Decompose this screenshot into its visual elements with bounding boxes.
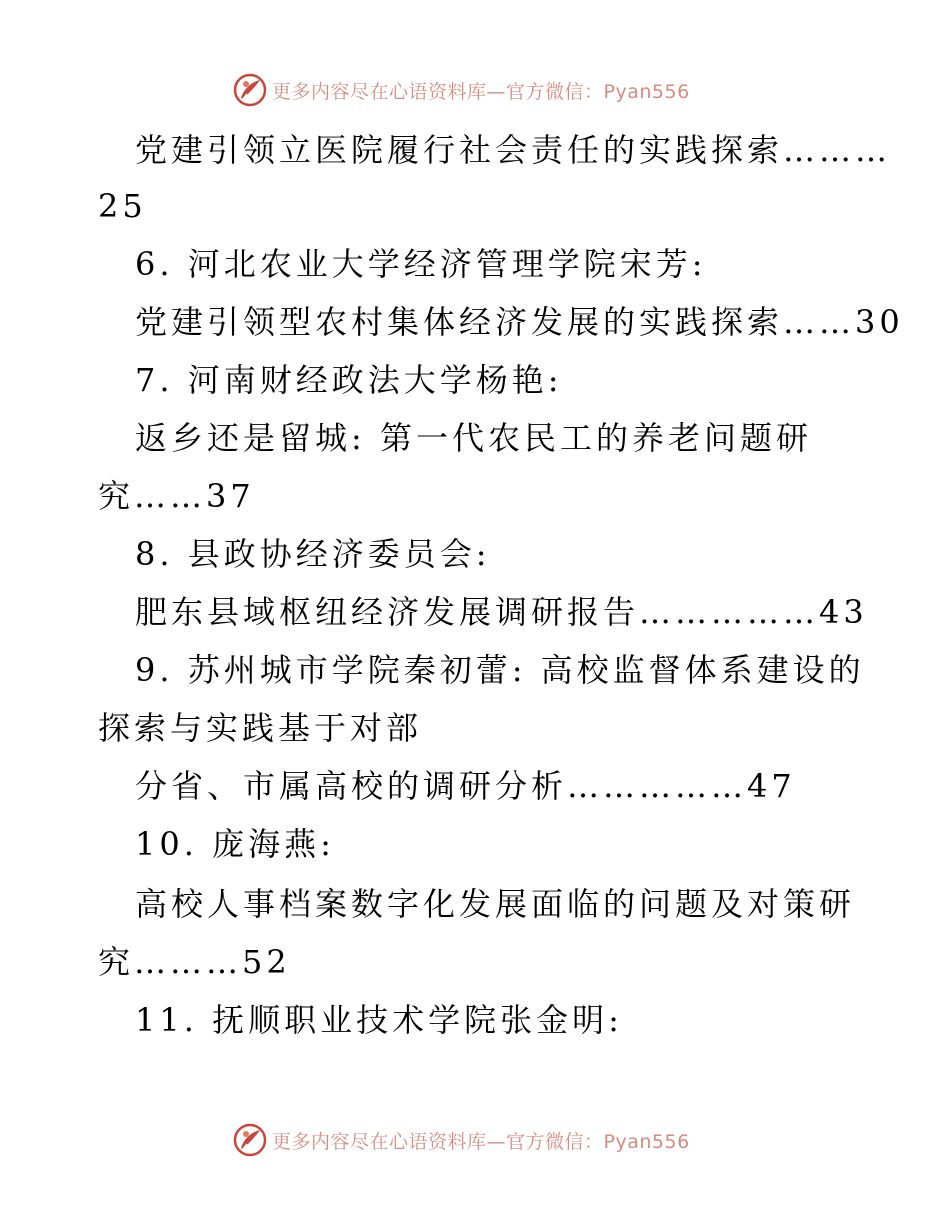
watermark-text: 更多内容尽在心语资料库—官方微信：Pyan556: [272, 1130, 690, 1153]
toc-entry-number: 11. 抚顺职业技术学院张金明:: [135, 1001, 623, 1039]
toc-entry-number: 10. 庞海燕:: [135, 825, 335, 863]
toc-entry-number: 8. 县政协经济委员会:: [135, 535, 491, 573]
toc-line: 探索与实践基于对部: [98, 709, 423, 747]
toc-entry-number: 6. 河北农业大学经济管理学院宋芳:: [135, 245, 707, 283]
toc-line: 究………52: [98, 943, 291, 981]
toc-line: 分省、市属高校的调研分析……………47: [135, 767, 796, 805]
toc-line: 究……37: [98, 477, 255, 515]
toc-line: 党建引领立医院履行社会责任的实践探索………: [135, 131, 892, 169]
footer-watermark: [232, 1120, 690, 1160]
toc-entry-number: 7. 河南财经政法大学杨艳:: [135, 361, 563, 399]
toc-line: 高校人事档案数字化发展面临的问题及对策研: [135, 885, 856, 923]
leaf-pen-logo-icon: [232, 1122, 268, 1158]
toc-line: 25: [98, 187, 147, 225]
toc-entry-number: 9. 苏州城市学院秦初蕾: 高校监督体系建设的: [135, 651, 865, 689]
toc-line: 肥东县域枢纽经济发展调研报告……………43: [135, 593, 868, 631]
leaf-pen-logo-icon: [232, 72, 268, 108]
watermark-text: 更多内容尽在心语资料库—官方微信：Pyan556: [272, 80, 690, 103]
toc-line: 返乡还是留城: 第一代农民工的养老问题研: [135, 419, 812, 457]
header-watermark: [232, 70, 690, 110]
toc-line: 党建引领型农村集体经济发展的实践探索……30: [135, 303, 904, 341]
